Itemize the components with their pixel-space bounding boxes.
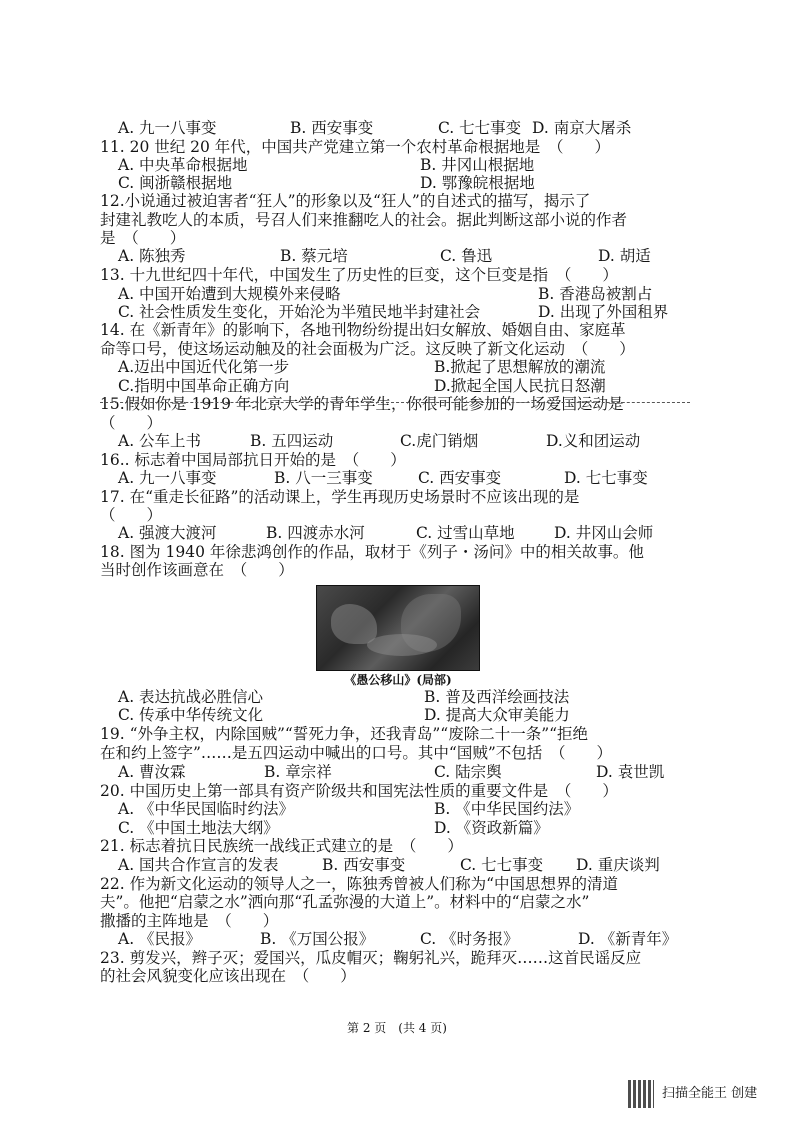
question-line [100, 191, 700, 211]
question-line [100, 855, 700, 875]
answer-option: C. 过雪山草地 [416, 524, 515, 542]
question-line [100, 468, 700, 488]
question-line [100, 705, 700, 725]
answer-option: B. 四渡赤水河 [266, 524, 365, 542]
answer-option: C. 《时务报》 [420, 930, 519, 948]
question-text: （ ） [100, 506, 163, 524]
answer-option: B. 蔡元培 [280, 247, 348, 265]
question-text: （ ） [100, 414, 163, 432]
question-line [100, 523, 700, 543]
question-line [100, 302, 700, 322]
question-line [100, 818, 700, 838]
answer-option: B. 香港岛被割占 [538, 285, 653, 303]
answer-option: C. 社会性质发生变化，开始沦为半殖民地半封建社会 [118, 303, 481, 321]
question-text: 23. 剪发兴，辫子灭；爱国兴，瓜皮帽灭；鞠躬礼兴，跪拜灭……这首民谣反应 [100, 949, 642, 967]
answer-option: C. 闽浙赣根据地 [118, 174, 233, 192]
answer-option: D. 出现了外国租界 [538, 303, 669, 321]
answer-option: B. 《万国公报》 [260, 930, 375, 948]
question-text: 在和约上签字”……是五四运动中喊出的口号。其中“国贼”不包括 （ ） [100, 744, 613, 762]
scanner-watermark [628, 1080, 778, 1108]
answer-option: A. 九一八事变 [118, 469, 217, 487]
painting-image [316, 585, 480, 671]
question-line [100, 320, 700, 340]
answer-option: D. 井冈山会师 [554, 524, 654, 542]
answer-option: D. 袁世凯 [596, 763, 665, 781]
answer-option: A. 陈独秀 [118, 247, 186, 265]
question-line [100, 560, 700, 580]
question-line [100, 487, 700, 507]
question-line [100, 394, 700, 414]
answer-option: A. 中央革命根据地 [118, 156, 248, 174]
question-line [100, 284, 700, 304]
answer-option: D. 胡适 [598, 247, 651, 265]
answer-option: C. 鲁迅 [440, 247, 493, 265]
question-text: 21. 标志着抗日民族统一战线正式建立的是 （ ） [100, 837, 463, 855]
answer-option: A. 《民报》 [118, 930, 202, 948]
answer-option: D. 《新青年》 [578, 930, 678, 948]
question-line [100, 505, 700, 525]
answer-option: C. 陆宗舆 [434, 763, 502, 781]
answer-option: A. 《中华民国临时约法》 [118, 800, 295, 818]
answer-option: D.义和团运动 [546, 432, 641, 450]
answer-option: D. 鄂豫皖根据地 [420, 174, 535, 192]
question-text: 13. 十九世纪四十年代，中国发生了历史性的巨变，这个巨变是指 （ ） [100, 266, 618, 284]
question-text: 是 （ ） [100, 229, 186, 247]
question-line [100, 339, 700, 359]
answer-option: C. 西安事变 [418, 469, 502, 487]
question-line [100, 966, 700, 986]
question-line [100, 265, 700, 285]
question-text: 的社会风貌变化应该出现在 （ ） [100, 967, 356, 985]
question-line [100, 431, 700, 451]
answer-option: A. 曹汝霖 [118, 763, 186, 781]
question-text: 20. 中国历史上第一部具有资产阶级共和国宪法性质的重要文件是 （ ） [100, 782, 618, 800]
question-line [100, 542, 700, 562]
question-line [100, 724, 700, 744]
question-text: 18. 图为 1940 年徐悲鸿创作的作品，取材于《列子・汤问》中的相关故事。他 [100, 543, 644, 561]
answer-option: A. 公车上书 [118, 432, 202, 450]
answer-option: B. 井冈山根据地 [420, 156, 535, 174]
answer-option: C. 《中国土地法大纲》 [118, 819, 279, 837]
answer-option: B. 八一三事变 [274, 469, 373, 487]
answer-option: A. 九一八事变 [118, 119, 217, 137]
figure-caption: 《愚公移山》(局部) [344, 673, 452, 687]
answer-option: C.指明中国革命正确方向 [118, 377, 290, 395]
question-line [100, 118, 700, 138]
question-line [100, 155, 700, 175]
answer-option: B. 西安事变 [290, 119, 374, 137]
question-line [100, 743, 700, 763]
answer-option: D. 《资政新篇》 [434, 819, 549, 837]
question-line [100, 911, 700, 931]
answer-option: D. 七七事变 [564, 469, 648, 487]
question-line [100, 781, 700, 801]
answer-option: D. 重庆谈判 [576, 856, 660, 874]
question-line [100, 836, 700, 856]
question-text: 当时创作该画意在 （ ） [100, 561, 294, 579]
question-line [100, 929, 700, 949]
question-line [100, 376, 700, 396]
question-text: 撒播的主阵地是 （ ） [100, 912, 279, 930]
question-text: 夫”。他把“启蒙之水”洒向那“孔孟弥漫的大道上”。材料中的“启蒙之水” [100, 893, 590, 911]
answer-option: A. 国共合作宣言的发表 [118, 856, 279, 874]
watermark-text: 扫描全能王 创建 [662, 1086, 758, 1101]
question-text: 22. 作为新文化运动的领导人之一，陈独秀曾被人们称为“中国思想界的清道 [100, 875, 619, 893]
question-line [100, 246, 700, 266]
question-text: 16.. 标志着中国局部抗日开始的是 （ ） [100, 451, 406, 469]
answer-option: D. 南京大屠杀 [532, 119, 632, 137]
question-line [100, 450, 700, 470]
question-text: 17. 在“重走长征路”的活动课上，学生再现历史场景时不应该出现的是 [100, 488, 580, 506]
answer-option: C.虎门销烟 [400, 432, 479, 450]
answer-option: B. 西安事变 [322, 856, 406, 874]
answer-option: C. 传承中华传统文化 [118, 706, 264, 724]
question-line [100, 799, 700, 819]
answer-option: B. 五四运动 [250, 432, 334, 450]
question-line [100, 357, 700, 377]
question-line [100, 687, 700, 707]
answer-option: A. 中国开始遭到大规模外来侵略 [118, 285, 341, 303]
question-line [100, 762, 700, 782]
question-line [100, 173, 700, 193]
answer-option: D. 提高大众审美能力 [424, 706, 570, 724]
answer-option: C. 七七事变 [460, 856, 544, 874]
question-line [100, 137, 700, 157]
question-line [100, 892, 700, 912]
answer-option: B. 《中华民国约法》 [434, 800, 580, 818]
question-text: 15.假如你是 1919 年北京大学的青年学生，你很可能参加的一场爱国运动是 [100, 395, 624, 413]
scan-artifact-line [100, 402, 690, 403]
question-text: 12.小说通过被迫害者“狂人”的形象以及“狂人”的自述式的描写，揭示了 [100, 192, 591, 210]
answer-option: B. 章宗祥 [264, 763, 332, 781]
question-text: 19. “外争主权，内除国贼”“誓死力争，还我青岛”“废除二十一条”“拒绝 [100, 725, 589, 743]
qr-code-icon [628, 1080, 654, 1108]
question-text: 11. 20 世纪 20 年代，中国共产党建立第一个农村革命根据地是 （ ） [100, 138, 611, 156]
question-line [100, 413, 700, 433]
answer-option: B. 普及西洋绘画技法 [424, 688, 570, 706]
question-text: 14. 在《新青年》的影响下，各地刊物纷纷提出妇女解放、婚姻自由、家庭革 [100, 321, 626, 339]
answer-option: B.掀起了思想解放的潮流 [434, 358, 606, 376]
answer-option: A. 表达抗战必胜信心 [118, 688, 264, 706]
question-line [100, 874, 700, 894]
answer-option: A.迈出中国近代化第一步 [118, 358, 290, 376]
question-line [100, 228, 700, 248]
question-text: 封建礼教吃人的本质，号召人们来推翻吃人的社会。据此判断这部小说的作者 [100, 211, 628, 229]
question-line [100, 210, 700, 230]
answer-option: D.掀起全国人民抗日怒潮 [434, 377, 606, 395]
page-footer: 第 2 页 (共 4 页) [347, 1021, 447, 1035]
question-text: 命等口号，使这场运动触及的社会面极为广泛。这反映了新文化运动 （ ） [100, 340, 635, 358]
question-line [100, 948, 700, 968]
answer-option: C. 七七事变 [438, 119, 522, 137]
answer-option: A. 强渡大渡河 [118, 524, 217, 542]
